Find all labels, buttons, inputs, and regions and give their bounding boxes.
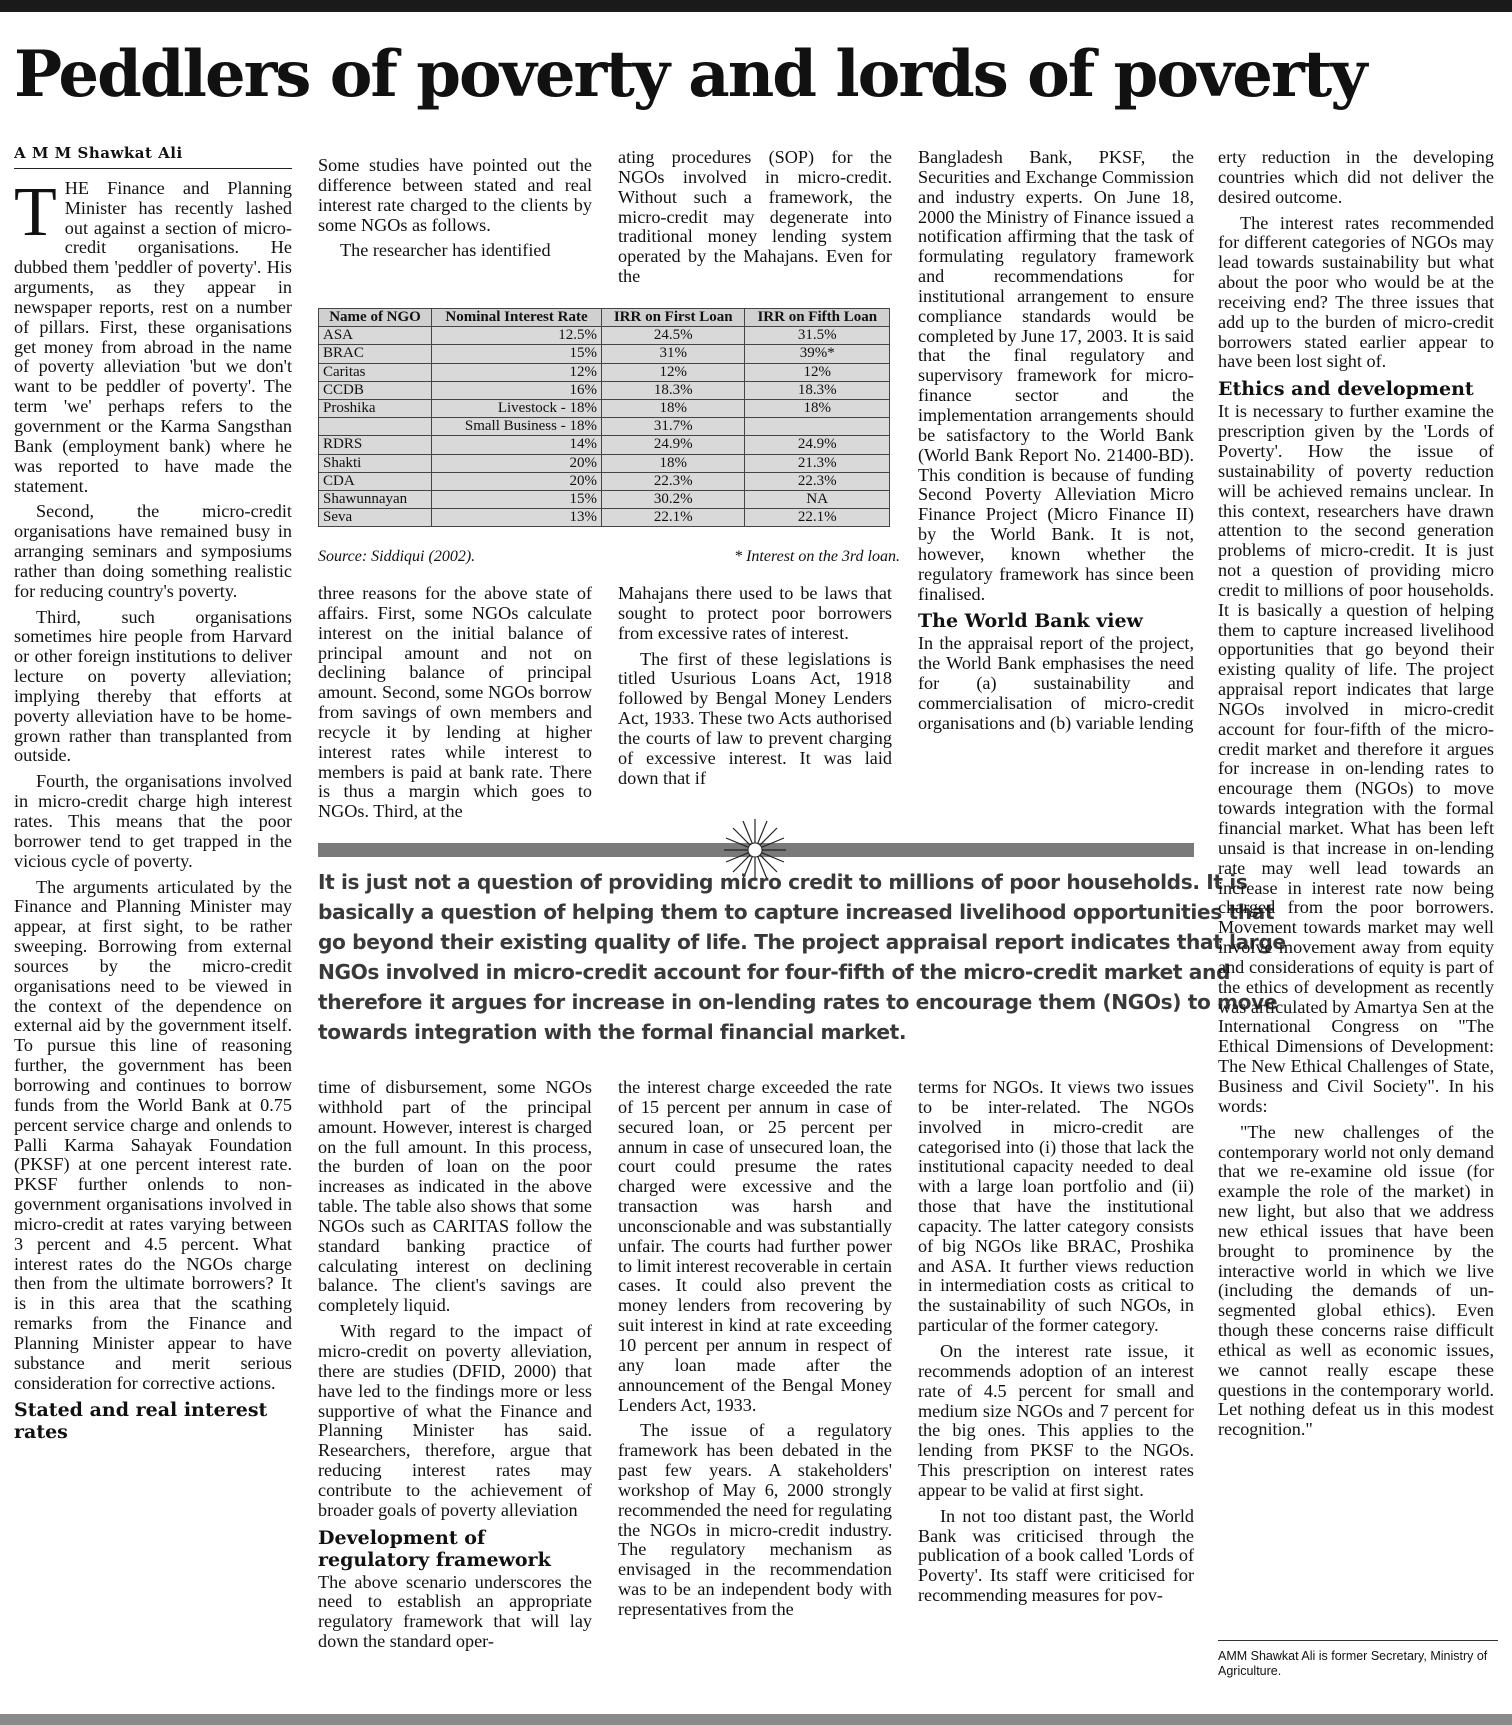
table-row [319, 327, 890, 345]
table-cell: 22.3% [745, 472, 890, 490]
column-1 [14, 144, 292, 1710]
paragraph: The arguments articulated by the Finance and Planning Minister may appear, at first sight, to be rather sweeping. Borrowing from external sources by the micro-credit organisations need to be viewed in the context of the dependence on external aid by the government itself. To pursue this line of reasoning further, the government has been borrowing and continues to borrow funds from the World Bank at 0.75 percent service charge and onlends to Palli Karma Sahayak Foundation (PKSF) at one percent interest rate. PKSF further onlends to non-government organisations involved in micro-credit at rates varying between 3 percent and 4.5 percent. What interest rates do the NGOs charge then from the ultimate borrowers? It is in this area that the scathing remarks from the Finance and Planning Minister appear to have substance and merit serious consideration for corrective actions. [14, 876, 292, 1393]
table-cell: 24.5% [601, 327, 745, 345]
column-4-bottom [918, 1078, 1194, 1696]
table-row [319, 418, 890, 436]
table-footnote: * Interest on the 3rd loan. [734, 548, 900, 565]
subheading-stated-real-rates: Stated and real interest rates [14, 1399, 268, 1444]
table-row [319, 454, 890, 472]
table-cell: Small Business - 18% [432, 418, 602, 436]
paragraph: Fourth, the organisations involved in micro-credit charge high interest rates. This means that the poor borrower tend to get trapped in the vicious cycle of poverty. [14, 771, 292, 871]
subheading-ethics: Ethics and development [1218, 378, 1474, 401]
table-cell: Shakti [319, 454, 432, 472]
table-cell: 12% [432, 363, 602, 381]
drop-cap: T [14, 173, 57, 251]
table-row [319, 509, 890, 527]
pull-quote-line: basically a question of helping them to capture increased livelihood opportunities that [318, 900, 1275, 924]
headline: Peddlers of poverty and lords of poverty [14, 37, 1366, 112]
table-row [319, 363, 890, 381]
table-row [319, 381, 890, 399]
table-cell: 20% [432, 454, 602, 472]
lead-paragraph [14, 173, 292, 497]
subheading-regulatory-framework: Development of regulatory framework [318, 1526, 551, 1571]
table-row [319, 399, 890, 417]
pull-quote-line: NGOs involved in micro-credit account for four-fifth of the micro-credit market and [318, 960, 1231, 984]
table-header: Name of NGO [319, 309, 432, 327]
byline: A M M Shawkat Ali [14, 144, 292, 169]
pull-quote-line: It is just not a question of providing micro credit to millions of poor households. It is [318, 870, 1248, 894]
paragraph: The researcher has identified [340, 240, 551, 261]
paragraph: three reasons for the above state of affairs. First, some NGOs calculate interest on the initial balance of principal amount and not on declining balance of principal amount. Second, some NGOs borrow from savings of own members and recycle it by lending at higher interest rates while interest to members is paid at bank rate. There is thus a margin which goes to NGOs. Third, at the [318, 584, 592, 822]
column-3-bottom [618, 1078, 892, 1696]
table-cell: 31.7% [601, 418, 745, 436]
paragraph: Mahajans there used to be laws that sought to protect poor borrowers from excessive rates of interest. [618, 584, 892, 643]
table-cell: Caritas [319, 363, 432, 381]
table-cell: 30.2% [601, 490, 745, 508]
table-header: IRR on First Loan [601, 309, 745, 327]
table-cell: 12% [745, 363, 890, 381]
paragraph-text: HE Finance and Planning Minister has recently lashed out against a section of micro-credit organisations. He dubbed them 'peddler of poverty'. His arguments, as they appear in newspaper reports, rest on a number of pillars. First, these organisations get money from abroad in the name of poverty alleviation 'but we don't want to be peddler of poverty'. The term 'we' perhaps refers to the government or the Karma Sangsthan Bank (employment bank) where he was reported to have made the statement. [14, 177, 292, 496]
table-cell: 31% [601, 345, 745, 363]
table-cell: 22.3% [601, 472, 745, 490]
table-cell: 13% [432, 509, 602, 527]
table-cell: 31.5% [745, 327, 890, 345]
pull-quote-line: go beyond their existing quality of life. The project appraisal report indicates that large [318, 930, 1286, 954]
table-cell [319, 418, 432, 436]
paragraph: The first of these legislations is titled Usurious Loans Act, 1918 followed by Bengal Money Lenders Act, 1933. These two Acts authorised the courts of law to prevent charging of excessive interest. It was laid down that if [618, 648, 892, 788]
author-note: AMM Shawkat Ali is former Secretary, Ministry of Agriculture. [1218, 1640, 1498, 1679]
table-cell [745, 418, 890, 436]
paragraph: terms for NGOs. It views two issues to be inter-related. The NGOs involved in micro-credit are categorised into (i) those that lack the institutional capacity needed to deal with a large loan portfolio and (ii) those that have the institutional capacity. The latter category consists of big NGOs like BRAC, Proshika and ASA. It further views reduction in intermediation costs as critical to the sustainability of such NGOs, in particular of the former category. [918, 1078, 1194, 1336]
table-cell: 20% [432, 472, 602, 490]
table-cell: 18% [601, 454, 745, 472]
table-cell: BRAC [319, 345, 432, 363]
table-cell: Proshika [319, 399, 432, 417]
paragraph: Second, the micro-credit organisations have remained busy in arranging seminars and symposiums rather than doing something realistic for reducing country's poverty. [14, 501, 292, 601]
column-2-middle [318, 584, 592, 824]
table-cell: 18% [745, 399, 890, 417]
table-cell: CCDB [319, 381, 432, 399]
paragraph: time of disbursement, some NGOs withhold part of the principal amount. However, interest is charged on the full amount. In this process, the burden of loan on the poor increases as indicated in the above table. The table also shows that some NGOs such as CARITAS follow the standard banking practice of calculating interest on declining balance. The client's savings are completely liquid. [318, 1078, 592, 1316]
paragraph: the interest charge exceeded the rate of 15 percent per annum in case of secured loan, or 25 percent per annum in case of unsecured loan, the court could presume the rates charged were excessive and the transaction was harsh and unconscionable and was substantially unfair. The courts had further power to limit interest recoverable in certain cases. It could also prevent the money lenders from recovering by suit interest in kind at rate exceeding 10 percent per annum in respect of any loan made after the announcement of the Bengal Money Lenders Act, 1933. [618, 1078, 892, 1415]
paragraph: The issue of a regulatory framework has been debated in the past few years. A stakeholders' workshop of May 6, 2000 strongly recommended the need for regulating the NGOs in micro-credit industry. The regulatory mechanism as envisaged in the recommendation was to be an independent body with representatives from the [618, 1420, 892, 1619]
table-cell: 21.3% [745, 454, 890, 472]
table-cell: Shawunnayan [319, 490, 432, 508]
table-header-row [319, 309, 890, 327]
table-row [319, 436, 890, 454]
table-row [319, 472, 890, 490]
top-rule [0, 0, 1512, 12]
paragraph: erty reduction in the developing countries which did not deliver the desired outcome. [1218, 148, 1494, 207]
table-cell: 24.9% [745, 436, 890, 454]
table-cell: 12.5% [432, 327, 602, 345]
table-cell: RDRS [319, 436, 432, 454]
paragraph: It is necessary to further examine the prescription given by the 'Lords of Poverty'. How the issue of sustainability of poverty reduction will be achieved remains unclear. In this context, researchers have drawn attention to the second generation problems of micro-credit. It is just not a question of providing micro credit to millions of poor households. It is basically a question of helping them to capture increased livelihood opportunities that go beyond their existing quality of life. The project appraisal report indicates that large NGOs involved in micro-credit account for four-fifth of the micro-credit market and therefore it argues for increase in on-lending rates to encourage them (NGOs) to move towards integration with the formal financial market. What has been left unsaid is that increase in on-lending rate may well lead towards an increase in interest rate now being charged from the poor borrowers. Movement towards market may well involve movement away from equity and considerations of equity is part of the ethics of development as recently was articulated by Amartya Sen at the International Congress on "The Ethical Dimensions of Development: The New Ethical Challenges of State, Business and Civil Society". In his words: [1218, 401, 1494, 1116]
paragraph: Some studies have pointed out the difference between stated and real interest rate charged to the clients by some NGOs as follows. [318, 156, 592, 235]
subheading-world-bank-view: The World Bank view [918, 610, 1143, 633]
table-cell: 16% [432, 381, 602, 399]
paragraph: Third, such organisations sometimes hire people from Harvard or other foreign institutions to deliver lecture on poverty alleviation; implying thereby that efforts at poverty alleviation have to be home-grown rather than transplanted from outside. [14, 606, 292, 766]
table-cell: 18.3% [601, 381, 745, 399]
column-3-middle [618, 584, 892, 824]
ngo-interest-table [318, 308, 890, 527]
table-cell: 22.1% [601, 509, 745, 527]
table-cell: ASA [319, 327, 432, 345]
table-cell: 24.9% [601, 436, 745, 454]
column-2-bottom [318, 1078, 592, 1696]
column-3-top [618, 148, 892, 288]
table-cell: 18.3% [745, 381, 890, 399]
paragraph: The interest rates recommended for different categories of NGOs may lead towards sustainability but what about the poor who would be at the receiving end? The three issues that add up to the burden of micro-credit borrowers stated earlier appear to have been lost sight of. [1218, 212, 1494, 372]
table-row [319, 490, 890, 508]
table-cell: 22.1% [745, 509, 890, 527]
paragraph: The above scenario underscores the need to establish an appropriate regulatory framework that will lay down the standard oper- [318, 1571, 592, 1652]
paragraph: With regard to the impact of micro-credit on poverty alleviation, there are studies (DFID, 2000) that have led to the findings more or less supportive of what the Finance and Planning Minister has said. Researchers, therefore, argue that reducing interest rates may contribute to the achievement of broader goals of poverty alleviation [318, 1321, 592, 1520]
pull-quote [318, 867, 1286, 1047]
table-cell: 15% [432, 345, 602, 363]
table-cell: 15% [432, 490, 602, 508]
table-header: Nominal Interest Rate [432, 309, 602, 327]
paragraph: In not too distant past, the World Bank was criticised through the publication of a book called 'Lords of Poverty'. Its staff were criticised for recommending measures for pov- [918, 1505, 1194, 1606]
paragraph: In the appraisal report of the project, the World Bank emphasises the need for (a) sustainability and commercialisation of micro-credit organisations and (b) variable lending [918, 633, 1194, 733]
column-5 [1218, 148, 1494, 1600]
table-source: Source: Siddiqui (2002). [318, 548, 476, 565]
table-cell: Seva [319, 509, 432, 527]
paragraph: Bangladesh Bank, PKSF, the Securities and Exchange Commission and industry experts. On June 18, 2000 the Ministry of Finance issued a notification affirming that the task of formulating regulatory framework and recommendations for institutional arrangement to ensure compliance standards would be completed by June 17, 2003. It is said that the final regulatory and supervisory framework for micro-finance sector and the implementation arrangements should be satisfactory to the World Bank (World Bank Report No. 21400-BD). This condition is because of funding Second Poverty Alleviation Micro Finance Project (Micro Finance II) by the World Bank. It is not, however, known whether the regulatory framework has since been finalised. [918, 148, 1194, 604]
paragraph: ating procedures (SOP) for the NGOs involved in micro-credit. Without such a framework, the micro-credit may degenerate into traditional money lending system operated by the Mahajans. Even for the [618, 148, 892, 287]
table-cell: NA [745, 490, 890, 508]
pull-quote-line: therefore it argues for increase in on-lending rates to encourage them (NGOs) to move [318, 990, 1278, 1014]
table-row [319, 345, 890, 363]
table-cell: CDA [319, 472, 432, 490]
table-cell: 14% [432, 436, 602, 454]
bottom-rule [0, 1714, 1512, 1725]
column-2-top [318, 156, 592, 288]
paragraph: On the interest rate issue, it recommends adoption of an interest rate of 4.5 percent for small and medium size NGOs and 7 percent for the big ones. This applies to the lending from PKSF to the NGOs. This prescription on interest rates appear to be valid at first sight. [918, 1340, 1194, 1500]
table-cell: 18% [601, 399, 745, 417]
table-cell: 39%* [745, 345, 890, 363]
table-header: IRR on Fifth Loan [745, 309, 890, 327]
quote-paragraph: "The new challenges of the contemporary world not only demand that we re-examine old issue (for example the role of the market) in new light, but also that we address new ethical issues that have been brought to prominence by the interactive world in which we live (including the demands of un-segmented global ethics). Even though these concerns raise difficult ethical as well as economic issues, we cannot really escape these questions in the contemporary world. Let nothing defeat us in this modest recognition." [1218, 1121, 1494, 1440]
table-cell: 12% [601, 363, 745, 381]
column-4-top [918, 148, 1194, 820]
pull-quote-line: towards integration with the formal financial market. [318, 1020, 907, 1044]
table-cell: Livestock - 18% [432, 399, 602, 417]
